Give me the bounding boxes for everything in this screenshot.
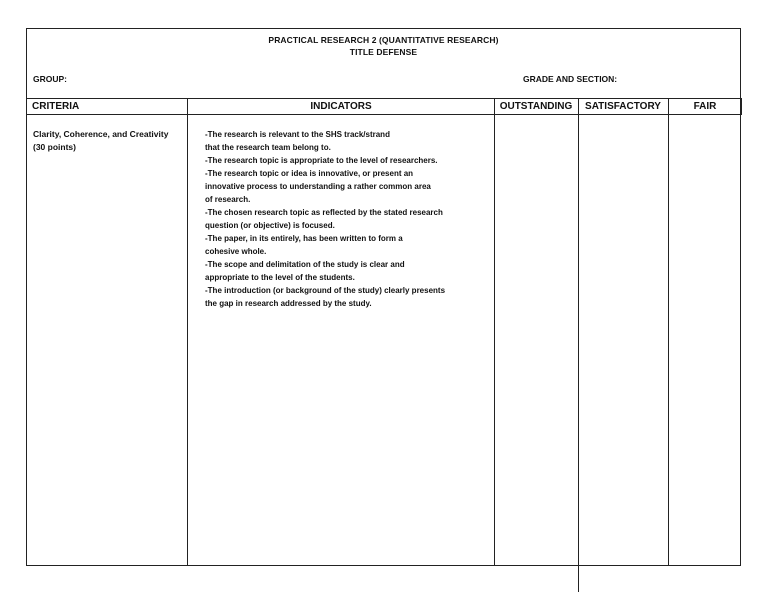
indicator-line: -The paper, in its entirely, has been written to form a [205,234,403,243]
indicator-line: -The chosen research topic as reflected by the stated research [205,208,443,217]
indicator-line: question (or objective) is focused. [205,221,335,230]
column-header-indicators: INDICATORS [310,101,372,112]
indicator-line: -The scope and delimitation of the study is clear and [205,260,405,269]
criteria-cell [33,128,185,153]
column-header-outstanding: OUTSTANDING [499,101,573,112]
indicators-list [205,128,493,310]
document-subtitle: TITLE DEFENSE [349,47,418,57]
column-header-criteria: CRITERIA [32,101,80,112]
form-border-left [26,28,27,566]
indicator-line: -The research topic is appropriate to the level of researchers. [205,156,438,165]
group-label: GROUP: [33,74,67,84]
grade-section-label: GRADE AND SECTION: [523,74,618,84]
column-header-fair: FAIR [693,101,717,112]
indicator-line: innovative process to understanding a rather common area [205,182,431,191]
column-divider [578,98,579,592]
column-header-satisfactory: SATISFACTORY [585,101,661,112]
indicator-line: the gap in research addressed by the study. [205,299,372,308]
column-divider [741,98,742,115]
column-divider [494,98,495,565]
indicator-line: cohesive whole. [205,247,267,256]
document-title: PRACTICAL RESEARCH 2 (QUANTITATIVE RESEARCH) [268,35,499,45]
header-row-bottom-border [26,114,742,115]
criteria-name: Clarity, Coherence, and Creativity [33,129,169,139]
indicator-line: -The research topic or idea is innovative, or present an [205,169,414,178]
indicator-line: -The research is relevant to the SHS track/strand [205,130,390,139]
form-border-bottom [26,565,741,566]
indicator-line: that the research team belong to. [205,143,331,152]
indicator-line: appropriate to the level of the students. [205,273,355,282]
indicator-line: of research. [205,195,251,204]
column-divider [187,98,188,565]
indicator-line: -The introduction (or background of the study) clearly presents [205,286,446,295]
criteria-points: (30 points) [33,141,76,152]
column-divider [668,98,669,565]
